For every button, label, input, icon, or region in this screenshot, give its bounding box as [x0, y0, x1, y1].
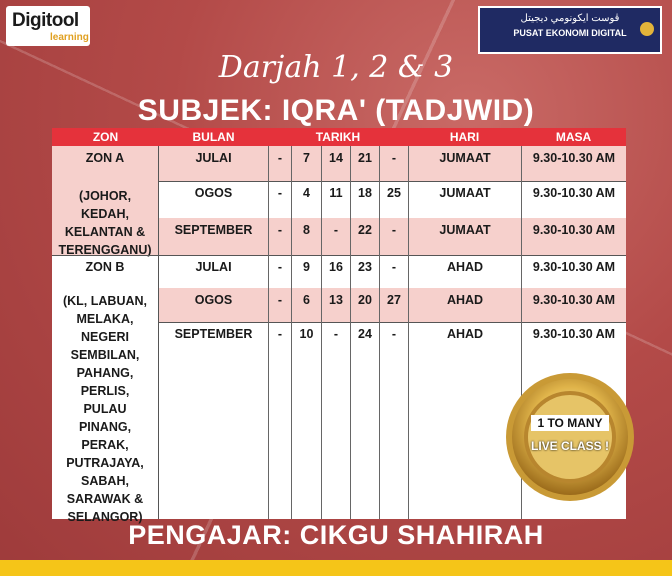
cell-date: -	[268, 146, 291, 181]
zone-state: PAHANG,	[76, 366, 134, 380]
zone-state-list	[52, 187, 158, 259]
cell-date: 11	[321, 181, 350, 218]
cell-bulan: SEPTEMBER	[174, 223, 253, 237]
cell-date: 23	[350, 255, 379, 288]
header-zon: ZON	[92, 130, 119, 144]
cell-masa: 9.30-10.30 AM	[521, 181, 626, 218]
zone-a-cell	[52, 146, 159, 255]
cell-date: -	[268, 255, 291, 288]
zone-state-list	[52, 292, 158, 526]
cell-hari: JUMAAT	[408, 218, 521, 255]
zone-state: SEMBILAN,	[70, 348, 140, 362]
table-header	[52, 128, 626, 146]
table-row	[159, 218, 626, 256]
cell-date: 14	[321, 146, 350, 181]
cell-date: -	[268, 181, 291, 218]
zone-state: PINANG,	[78, 420, 132, 434]
subjek-title: SUBJEK: IQRA' (TADJWID)	[137, 94, 535, 127]
zone-state: MELAKA,	[76, 312, 134, 326]
cell-bulan: JULAI	[195, 151, 232, 165]
cell-hari: JUMAAT	[408, 181, 521, 218]
cell-date: 16	[321, 255, 350, 288]
zone-state: PULAU	[83, 402, 127, 416]
zone-name: ZON A	[85, 151, 125, 165]
cell-date: 25	[379, 181, 408, 218]
cell-date: 27	[379, 288, 408, 322]
zone-state: SELANGOR)	[67, 510, 143, 524]
header-bulan: BULAN	[192, 130, 235, 144]
cell-masa: 9.30-10.30 AM	[521, 322, 626, 519]
pusat-jawi-text: ڤوست ايكونومي ديجيتل	[520, 13, 620, 24]
zone-state: NEGERI	[81, 330, 129, 344]
zone-state: KELANTAN &	[64, 225, 146, 239]
cell-hari: AHAD	[408, 255, 521, 288]
cell-date: 8	[291, 218, 321, 255]
cell-hari: AHAD	[408, 288, 521, 322]
cell-bulan: OGOS	[194, 293, 233, 307]
cell-date: 10	[291, 322, 321, 519]
cell-date: 4	[291, 181, 321, 218]
logo-main-text: Digitool	[12, 10, 79, 31]
cell-date: -	[268, 288, 291, 322]
zone-state: KEDAH,	[81, 207, 129, 221]
cell-date: -	[379, 322, 408, 519]
zone-state: (JOHOR,	[78, 189, 132, 203]
zone-state: SARAWAK &	[66, 492, 144, 506]
zone-state: (KL, LABUAN,	[62, 294, 147, 308]
badge-text	[503, 413, 637, 453]
zone-state: SABAH,	[81, 474, 129, 488]
table-row	[159, 146, 626, 182]
bottom-bar	[0, 560, 672, 576]
cell-date: 7	[291, 146, 321, 181]
cell-date: -	[321, 218, 350, 255]
zone-b-cell	[52, 255, 159, 524]
header-tarikh: TARIKH	[315, 130, 361, 144]
zone-state: PERAK,	[81, 438, 129, 452]
table-row	[159, 288, 626, 323]
cell-date: -	[268, 322, 291, 519]
cell-hari: AHAD	[408, 322, 521, 519]
darjah-title: Darjah 1, 2 & 3	[218, 50, 454, 85]
cell-date: -	[268, 218, 291, 255]
badge-line1: 1 TO MANY	[531, 415, 608, 431]
logo-sub-text: learning	[50, 32, 89, 43]
digitool-logo	[6, 6, 90, 46]
cell-date: -	[321, 322, 350, 519]
cell-date: 20	[350, 288, 379, 322]
zone-name: ZON B	[85, 260, 125, 274]
cell-masa: 9.30-10.30 AM	[521, 288, 626, 322]
badge-line2: LIVE CLASS !	[530, 439, 609, 453]
cell-date: 6	[291, 288, 321, 322]
cell-date: -	[379, 218, 408, 255]
cell-date: -	[379, 146, 408, 181]
table-row	[159, 181, 626, 219]
cell-masa: 9.30-10.30 AM	[521, 218, 626, 255]
cell-date: 18	[350, 181, 379, 218]
cell-bulan: OGOS	[194, 186, 233, 200]
zone-state: PUTRAJAYA,	[66, 456, 144, 470]
crest-icon	[640, 22, 654, 36]
zone-state: PERLIS,	[80, 384, 130, 398]
header-masa: MASA	[555, 130, 592, 144]
pusat-ekonomi-logo	[478, 6, 662, 54]
cell-date: 24	[350, 322, 379, 519]
header-hari: HARI	[449, 130, 480, 144]
cell-date: 13	[321, 288, 350, 322]
pusat-label-text: PUSAT EKONOMI DIGITAL	[513, 28, 627, 38]
cell-bulan: SEPTEMBER	[174, 327, 253, 341]
cell-bulan: JULAI	[195, 260, 232, 274]
cell-masa: 9.30-10.30 AM	[521, 146, 626, 181]
cell-hari: JUMAAT	[408, 146, 521, 181]
table-row	[159, 255, 626, 289]
cell-masa: 9.30-10.30 AM	[521, 255, 626, 288]
pengajar-title: PENGAJAR: CIKGU SHAHIRAH	[128, 520, 544, 550]
cell-date: 21	[350, 146, 379, 181]
cell-date: 22	[350, 218, 379, 255]
cell-date: 9	[291, 255, 321, 288]
zone-state: TERENGGANU)	[58, 243, 152, 257]
cell-date: -	[379, 255, 408, 288]
